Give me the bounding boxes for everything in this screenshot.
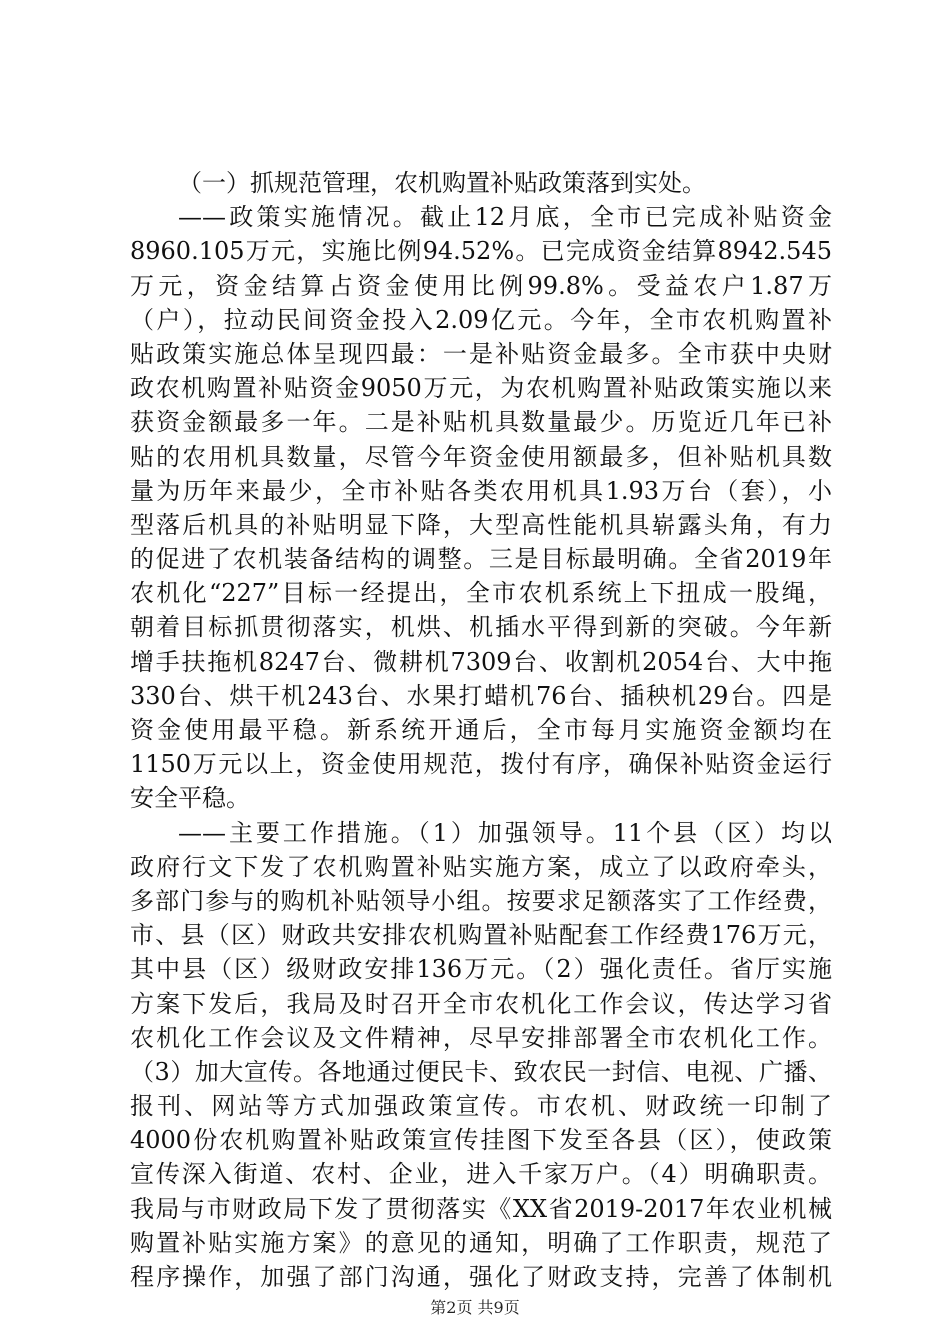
text-line: 程序操作，加强了部门沟通，强化了财政支持，完善了体制机 bbox=[130, 1263, 832, 1291]
text-line: 政农机购置补贴资金9050万元，为农机购置补贴政策实施以来 bbox=[130, 374, 832, 403]
text-line: 多部门参与的购机补贴领导小组。按要求足额落实了工作经费， bbox=[130, 886, 832, 915]
text-line: 贴政策实施总体呈现四最：一是补贴资金最多。全市获中央财 bbox=[130, 339, 832, 368]
text-line: 8960.105万元，实施比例94.52%。已完成资金结算8942.545 bbox=[130, 237, 832, 266]
text-line: 资金使用最平稳。新系统开通后，全市每月实施资金额均在 bbox=[130, 716, 832, 744]
text-line: 农机化“227”目标一经提出，全市农机系统上下扭成一股绳， bbox=[130, 579, 832, 608]
text-line: ——政策实施情况。截止12月底，全市已完成补贴资金 bbox=[178, 203, 832, 232]
text-line: 政府行文下发了农机购置补贴实施方案，成立了以政府牵头， bbox=[130, 852, 832, 881]
text-line: 增手扶拖机8247台、微耕机7309台、收割机2054台、大中拖 bbox=[130, 647, 832, 676]
text-line: 330台、烘干机243台、水果打蜡机76台、插秧机29台。四是 bbox=[130, 681, 832, 710]
text-line: （3）加大宣传。各地通过便民卡、致农民一封信、电视、广播、 bbox=[130, 1057, 832, 1086]
text-line: （户），拉动民间资金投入2.09亿元。今年，全市农机购置补 bbox=[130, 305, 832, 334]
text-line: 购置补贴实施方案》的意见的通知，明确了工作职责，规范了 bbox=[130, 1228, 832, 1257]
text-line: 市、县（区）财政共安排农机购置补贴配套工作经费176万元， bbox=[130, 921, 832, 950]
paragraph bbox=[130, 200, 832, 815]
text-line: 万元，资金结算占资金使用比例99.8%。受益农户1.87万 bbox=[130, 271, 832, 300]
text-line: 方案下发后，我局及时召开全市农机化工作会议，传达学习省 bbox=[130, 989, 832, 1018]
text-line: 报刊、网站等方式加强政策宣传。市农机、财政统一印制了 bbox=[130, 1092, 832, 1121]
text-line: 宣传深入街道、农村、企业，进入千家万户。（4）明确职责。 bbox=[130, 1160, 832, 1189]
text-line: ——主要工作措施。（1）加强领导。11个县（区）均以 bbox=[178, 818, 832, 847]
page-footer: 第2页 共9页 bbox=[430, 1298, 520, 1317]
text-line: 农机化工作会议及文件精神，尽早安排部署全市农机化工作。 bbox=[130, 1023, 832, 1052]
text-line: 4000份农机购置补贴政策宣传挂图下发至各县（区），使政策 bbox=[130, 1126, 832, 1155]
text-line: 其中县（区）级财政安排136万元。（2）强化责任。省厅实施 bbox=[130, 955, 832, 984]
paragraph bbox=[130, 816, 832, 1295]
text-line: 型落后机具的补贴明显下降，大型高性能机具崭露头角，有力 bbox=[130, 510, 832, 539]
text-line: 我局与市财政局下发了贯彻落实《XX省2019-2017年农业机械 bbox=[130, 1194, 832, 1223]
text-line: 1150万元以上，资金使用规范，拨付有序，确保补贴资金运行 bbox=[130, 750, 832, 779]
document-body bbox=[130, 166, 832, 1294]
text-line: 安全平稳。 bbox=[130, 784, 250, 813]
text-line: 量为历年来最少，全市补贴各类农用机具1.93万台（套），小 bbox=[130, 476, 832, 505]
text-line: 贴的农用机具数量，尽管今年资金使用额最多，但补贴机具数 bbox=[130, 442, 832, 471]
paragraph bbox=[130, 166, 832, 200]
text-line: （一）抓规范管理，农机购置补贴政策落到实处。 bbox=[178, 169, 706, 197]
text-line: 的促进了农机装备结构的调整。三是目标最明确。全省2019年 bbox=[130, 545, 832, 574]
text-line: 获资金额最多一年。二是补贴机具数量最少。历览近几年已补 bbox=[130, 408, 832, 437]
text-line: 朝着目标抓贯彻落实，机烘、机插水平得到新的突破。今年新 bbox=[130, 613, 832, 642]
